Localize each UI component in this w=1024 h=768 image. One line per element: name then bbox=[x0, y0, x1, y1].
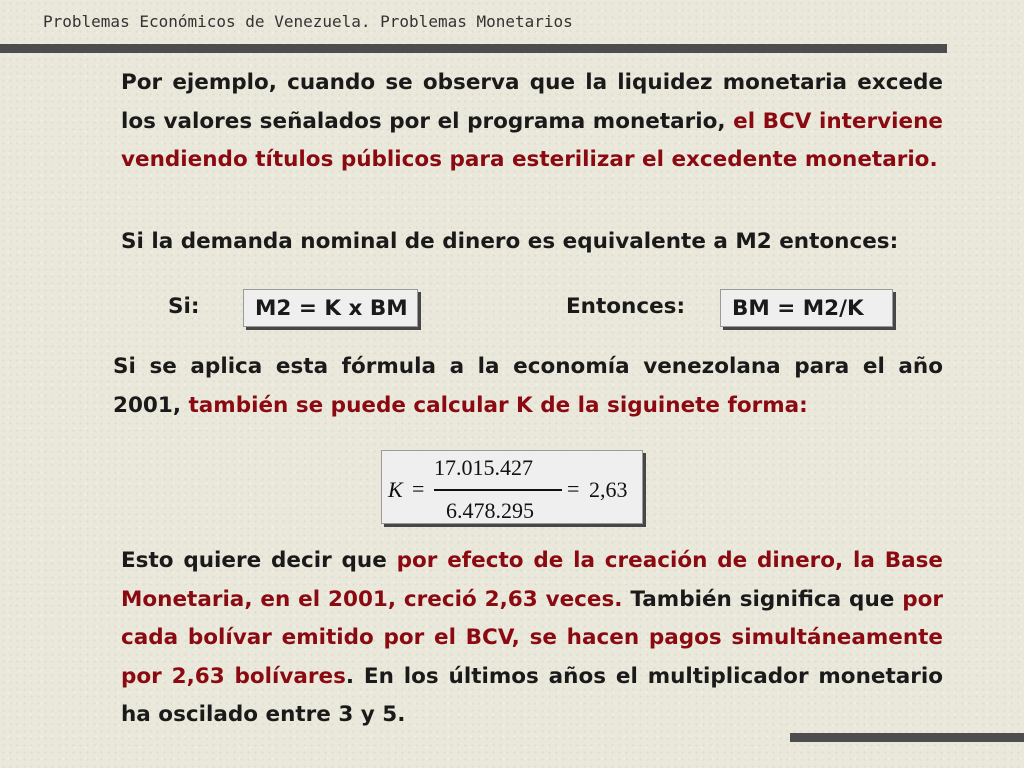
conclusion-highlight-b: por efecto de la creación de dinero, la Base Monetaria, en el 2001, creció 2,63 veces. bbox=[121, 548, 944, 612]
fraction-bar bbox=[434, 489, 562, 491]
slide-header: Problemas Económicos de Venezuela. Problemas Monetarios bbox=[43, 12, 573, 31]
paragraph-intro bbox=[121, 64, 943, 180]
equation-result: 2,63 bbox=[589, 477, 628, 502]
conclusion-text-e: . En los últimos años el multiplicador monetario ha oscilado entre 3 y 5. bbox=[121, 663, 943, 727]
top-rule bbox=[0, 44, 947, 53]
paragraph-conclusion bbox=[121, 542, 943, 735]
formula-box-bm: BM = M2/K bbox=[720, 289, 893, 327]
si-label: Si: bbox=[168, 294, 200, 319]
equation-result-equals-sign: = bbox=[567, 476, 580, 501]
formula-box-m2: M2 = K x BM bbox=[243, 289, 418, 327]
conclusion-text-c: También significa que bbox=[622, 586, 903, 612]
equation-box bbox=[381, 450, 643, 524]
conclusion-text-a: Esto quiere decir que bbox=[121, 548, 397, 573]
equation-variable: K bbox=[388, 477, 403, 502]
intro-text: Por ejemplo, cuando se observa que la liquidez monetaria excede los valores señalados por el programa monetario, bbox=[121, 70, 943, 134]
application-text: Si se aplica esta fórmula a la economía venezolana para el año 2001, bbox=[113, 354, 943, 418]
intro-highlight: el BCV interviene vendiendo títulos públicos para esterilizar el excedente monetario. bbox=[121, 108, 943, 172]
application-highlight: también se puede calcular K de la siguinete forma: bbox=[188, 392, 808, 418]
bottom-rule bbox=[790, 733, 1024, 742]
paragraph-application bbox=[113, 348, 943, 425]
equation-numerator: 17.015.427 bbox=[434, 455, 533, 480]
entonces-label: Entonces: bbox=[566, 294, 686, 319]
equation-denominator: 6.478.295 bbox=[446, 498, 534, 523]
equation-equals-sign: = bbox=[412, 476, 425, 501]
paragraph-demand: Si la demanda nominal de dinero es equivalente a M2 entonces: bbox=[121, 229, 899, 254]
conclusion-highlight-d: por cada bolívar emitido por el BCV, se hacen pagos simultáneamente por 2,63 bolívares bbox=[121, 586, 943, 689]
